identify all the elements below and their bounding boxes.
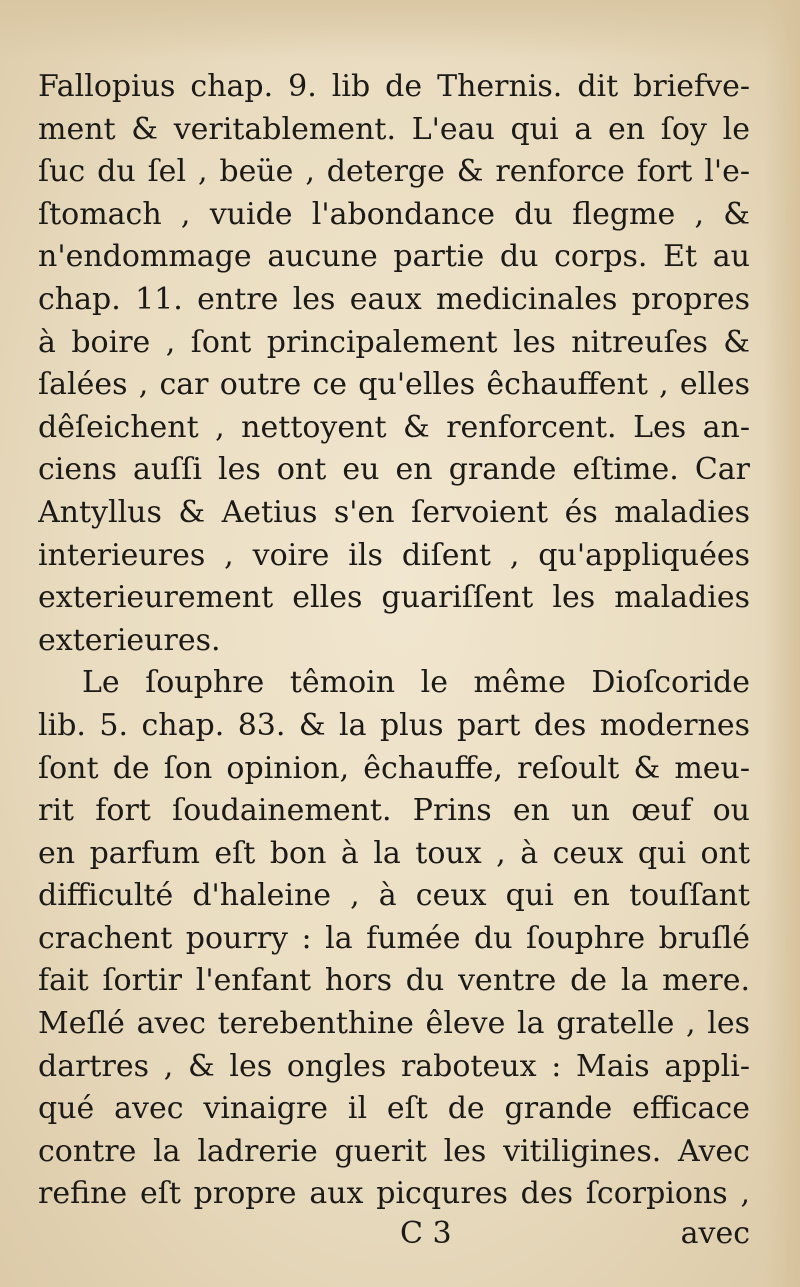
text-line: qué avec vinaigre il eſt de grande efficace	[38, 1091, 750, 1127]
catchword: avec	[680, 1216, 750, 1251]
body-text	[38, 66, 750, 1216]
page-stain-top	[0, 0, 800, 60]
text-line: dêſeichent , nettoyent & renforcent. Les an-	[38, 409, 750, 445]
text-line: Fallopius chap. 9. lib de Thernis. dit briefve-	[38, 69, 750, 104]
text-line: refine eſt propre aux picqures des ſcorpions ,	[38, 1176, 750, 1212]
page-footer	[38, 1216, 750, 1260]
text-line: n'endommage aucune partie du corps. Et au	[38, 239, 750, 275]
text-line: à boire , ſont principalement les nitreuſes &	[38, 324, 750, 360]
text-line: exterieurement elles guariſſent les maladies	[38, 580, 750, 616]
text-line: en parfum eſt bon à la toux , à ceux qui ont	[38, 835, 750, 871]
text-line: ſuc du ſel , beüe , deterge & renforce fort l'e-	[38, 154, 750, 190]
text-line: difficulté d'haleine , à ceux qui en touſſant	[38, 878, 750, 914]
page-stain-right	[764, 0, 800, 1287]
text-line: chap. 11. entre les eaux medicinales propres	[38, 281, 750, 317]
text-line: crachent pourry : la fumée du ſouphre bruſlé	[38, 920, 750, 956]
signature-mark: C 3	[400, 1216, 452, 1251]
text-line: dartres , & les ongles raboteux : Mais appli-	[38, 1048, 750, 1084]
text-line: ſalées , car outre ce qu'elles êchauffent , elles	[38, 367, 750, 403]
text-line: lib. 5. chap. 83. & la plus part des modernes	[38, 707, 750, 743]
text-line: contre la ladrerie guerit les vitiligines. Avec	[38, 1133, 750, 1169]
text-line: Antyllus & Aetius s'en ſervoient és maladies	[38, 494, 750, 530]
text-line: ment & veritablement. L'eau qui a en ſoy le	[38, 111, 750, 147]
text-line: ſtomach , vuide l'abondance du flegme , &	[38, 196, 750, 232]
text-line: fait ſortir l'enfant hors du ventre de la mere.	[38, 963, 750, 999]
text-line: Meſlé avec terebenthine êleve la gratelle , les	[38, 1006, 750, 1042]
text-line: rit fort ſoudainement. Prins en un œuf ou	[38, 793, 750, 829]
text-line: ſont de ſon opinion, êchauffe, reſoult & meu-	[38, 750, 750, 786]
text-line: ciens auſſi les ont eu en grande eſtime. Car	[38, 452, 750, 488]
text-line: interieures , voire ils diſent , qu'appliquées	[38, 537, 750, 573]
paragraph-start-line: Le ſouphre têmoin le même Dioſcoride	[82, 665, 750, 701]
paragraph-end-line: exterieures.	[38, 622, 221, 658]
